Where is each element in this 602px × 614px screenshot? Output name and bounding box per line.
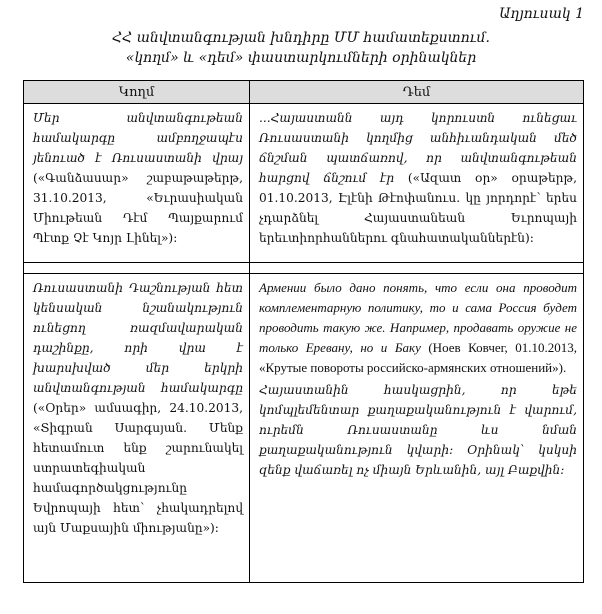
row-spacer <box>24 263 584 274</box>
row-2-pro-text <box>24 274 249 582</box>
row-1-pro-source: («Գանձասար» շաբաթաթերթ, 31.10.2013, «Եւրասիական Միութեան Դէմ Պայքարում Պէտք Չէ Կոյր Լինել»): <box>33 171 243 245</box>
table-title-line-1: ՀՀ անվտանգության խնդիրը ՄՄ համատեքստում. <box>111 30 491 46</box>
row-1-pro-text <box>24 104 249 262</box>
table-header-row <box>24 81 584 104</box>
row-1-pro-quote: Մեր անվտանգութեան համակարգը ամբողջապէս յենուած է Ռուսաստանի վրայ <box>33 111 243 165</box>
header-contra: Դեմ <box>250 81 584 104</box>
row-2-pro-quote: Ռուսաստանի Դաշնության հետ կենսական նշանակություն ունեցող ռազմավարական դաշինքը, որի վրա է խարսխված մեր երկրի անվտանգության համակարգը <box>33 281 243 395</box>
row-2-pro-source: («Օրեր» ամսագիր, 24.10.2013, «Տիգրան Սարգսյան. Մենք հետամուտ ենք շարունակել ստրատեգիական համագործակցությունը Եվրոպայի հետ՝ չհակադրելով այն Մաքսային միությանը»): <box>33 401 243 535</box>
table-row <box>24 274 584 583</box>
annex-label: Աղյուսակ 1 <box>499 6 584 22</box>
row-2-contra-cell <box>250 274 584 583</box>
row-2-contra-translation: Հայաստանին հասկացրին, որ եթե կոմպլեմենտար քաղաքականություն է վարում, ուրեմն Ռուսաստանը ևս նման քաղաքականություն կվարի: Օրինակ՝ կսկսի զենք վաճառել ոչ միայն Երևանին, այլ Բաքվին: <box>259 383 577 477</box>
arguments-table <box>23 80 584 583</box>
row-2-pro-cell <box>24 274 250 583</box>
row-1-contra-text <box>250 104 583 262</box>
header-pro: Կողմ <box>24 81 250 104</box>
row-1-contra-source: («Ազատ օր» օրաթերթ, 01.10.2013, Էլէնի Թէոփանուս. կը յորդորէ՝ երես չդարձնել Հայաստանեան Եւրոպայի երեւտիորհաններու գնահատականներէն): <box>259 171 577 245</box>
row-2-contra-source-ru: (Ноев Ковчег, 01.10.2013, «Крутые повороты российско-армянских отношений»). <box>259 340 578 375</box>
row-1-pro-cell <box>24 104 250 263</box>
table-title-line-2: «կողմ» և «դեմ» փաստարկումների օրինակներ <box>125 50 477 66</box>
row-1-contra-cell <box>250 104 584 263</box>
row-2-contra-quote-ru: Армении было дано понять, что если она проводит комплементарную политику, то и сама Россия будет проводить такую же. Например, продавать оружие не только Еревану, но и Баку <box>259 280 577 355</box>
table-row <box>24 104 584 263</box>
row-1-contra-quote: ...Հայաստանն այդ կորուստն ունեցաւ Ռուսաստանի կողմից անհիւանդական մեծ ճնշման պատճառով, որ անվտանգութեան հարցով ճնշում էր <box>259 111 577 185</box>
row-2-contra-text <box>250 274 583 582</box>
